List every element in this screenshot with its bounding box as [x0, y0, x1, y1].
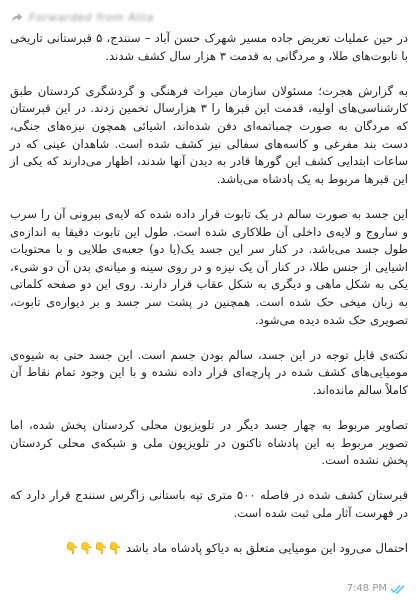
message-closing-line	[10, 540, 408, 558]
forwarded-header[interactable]	[10, 6, 408, 28]
message-paragraph: تصاویر مربوط به چهار جسد دیگر در تلویزیون محلی کردستان پخش شده، اما تصویر مربوط به این پادشاه تاکنون در تلویزیون ملی و شبکه‌ی محلی کردستان پخش نشده است.	[10, 418, 408, 468]
message-paragraph: این جسد به صورت سالم در یک تابوت قرار داده شده که لایه‌ی بیرونی آن را سرب و ساروج و لایه‌ی داخلی آن طلاکاری شده است. طول این تابوت دقیقا به اندازه‌ی طول جسد می‌باشد. در کنار سر این جسد یک(یا دو) جعبه‌ی طلایی و با محتویات اشیایی از جنس طلا، در کنار آن یک نیزه و در روی سینه و میانه‌ی بدن آن دو شیء، یکی به شکل ماهی و دیگری به شکل عقاب قرار دارند. روی این دو صفحه کلماتی به زبان میخی حک شده است. همچنین در پشت سر جسد و بر دیواره‌ی تابوت، تصویری حک شده دیده می‌شود.	[10, 206, 408, 327]
closing-text: احتمال می‌رود این مومیایی متعلق به دیاکو پادشاه ماد باشد	[126, 541, 408, 556]
double-check-icon	[390, 584, 406, 594]
message-timestamp: 7:48 PM	[346, 583, 387, 594]
message-paragraph: قبرستان کشف شده در فاصله ۵۰۰ متری تپه باستانی زاگرس سنندج قرار دارد که در فهرست آثار ملی ثبت شده است.	[10, 488, 408, 521]
message-meta	[347, 583, 406, 594]
forward-arrow-icon	[10, 10, 24, 24]
message-paragraph: در حین عملیات تعریض جاده مسیر شهرک حسن آباد – سنندج، ۵ قبرستانی تاریخی با تابوت‌های طلا، و مردگانی به قدمت ۳ هزار سال کشف شدند.	[10, 31, 408, 63]
message-paragraph: به گزارش هجرت؛ مسئولان سازمان میراث فرهنگی و گردشگری کردستان طبق کارشناسی‌های اولیه، قدمت این قبرها را ۳ هزارسال تخمین زدند. در این قبرستان که مردگان به صورت چمباتمه‌ای دفن شده‌اند، اشیائی همچون نیزه‌های جنگی، دست بند مفرغی و کاسه‌های سفالی نیز کشف شده است. شاهدان عینی که در ساعات ابتدایی کشف این گورها قادر به دیدن آنها شدند، اظهار می‌دارند که یکی از این قبرها مربوط به یک پادشاه می‌باشد.	[10, 83, 408, 186]
message-paragraph: نکته‌ی قابل توجه در این جسد، سالم بودن جسم است. این جسد حتی به شیوه‌ی مومیایی‌های کشف شده در پارچه‌ای قرار داده نشده و با این وجود تمام نقاط آن کاملاً سالم مانده‌اند.	[10, 347, 408, 397]
forwarded-from-label: Forwarded from Aliia	[29, 10, 154, 24]
message-text	[10, 30, 408, 558]
pointing-down-emoji: 👇👇👇👇	[64, 541, 123, 556]
